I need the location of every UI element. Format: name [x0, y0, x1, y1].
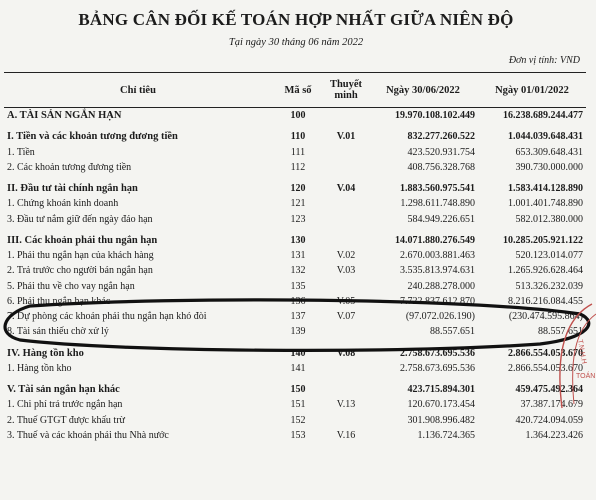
row-note [324, 196, 368, 211]
row-item-name: IV. Hàng tồn kho [7, 347, 84, 359]
row-item-name: 1. Phải thu ngắn hạn của khách hàng [7, 250, 154, 262]
row-code: 112 [290, 161, 306, 173]
row-value-period-end: 2.758.673.695.536 [400, 362, 475, 374]
row-value-period-end: 88.557.651 [430, 326, 475, 338]
row-item-name: 8. Tài sản thiếu chờ xử lý [7, 326, 109, 338]
row-note [324, 382, 368, 397]
row-note [324, 361, 368, 376]
row-value-period-start: 582.012.380.000 [515, 213, 583, 225]
stamp-line-2: TOÁN [576, 373, 596, 380]
row-value-period-end: 1.298.611.748.890 [400, 198, 475, 210]
section-row [4, 233, 586, 248]
table-header-row [4, 73, 586, 108]
row-note: V.16 [336, 429, 356, 441]
row-value-period-start: 37.387.174.679 [520, 399, 583, 411]
row-code: 123 [290, 213, 306, 225]
row-value-period-end: 1.883.560.975.541 [400, 183, 475, 195]
row-item-name: A. TÀI SẢN NGẮN HẠN [7, 110, 122, 122]
row-code: 140 [290, 347, 306, 359]
row-value-period-start: 2.866.554.053.670 [508, 362, 583, 374]
header-note-line2: minh [334, 90, 358, 101]
row-value-period-end: 2.758.673.695.536 [400, 347, 475, 359]
row-item-name: 1. Tiền [7, 146, 35, 158]
row-code: 141 [290, 362, 306, 374]
row-note [324, 108, 368, 124]
row-item-name: 1. Hàng tồn kho [7, 362, 72, 374]
row-code: 139 [290, 326, 306, 338]
row-value-period-end: (97.072.026.190) [405, 311, 475, 323]
row-value-period-start: 1.583.414.128.890 [508, 183, 583, 195]
row-value-period-end: 423.715.894.301 [407, 384, 475, 396]
table-row [4, 196, 586, 211]
row-value-period-start: 390.730.000.000 [515, 161, 583, 173]
row-code: 132 [290, 265, 306, 277]
header-period-start: Ngày 01/01/2022 [478, 73, 586, 108]
row-value-period-end: 19.970.108.102.449 [395, 110, 475, 122]
row-code: 131 [290, 250, 306, 262]
row-item-name: 5. Phải thu về cho vay ngắn hạn [7, 280, 135, 292]
row-note: V.03 [336, 265, 356, 277]
row-code: 151 [290, 399, 306, 411]
table-row [4, 309, 586, 324]
row-note: V.13 [336, 399, 356, 411]
row-value-period-end: 3.535.813.974.631 [400, 265, 475, 277]
row-item-name: 2. Trả trước cho người bán ngắn hạn [7, 265, 153, 277]
row-value-period-end: 2.670.003.881.463 [400, 250, 475, 262]
currency-unit: Đơn vị tính: VND [508, 55, 580, 66]
table-row [4, 160, 586, 175]
header-note [324, 73, 368, 108]
table-row [4, 263, 586, 278]
row-item-name: 2. Các khoản tương đương tiền [7, 161, 132, 173]
section-row [4, 108, 586, 124]
row-item-name: III. Các khoản phải thu ngắn hạn [7, 234, 158, 246]
row-note: V.08 [336, 347, 356, 359]
row-code: 130 [290, 234, 306, 246]
row-value-period-start: 653.309.648.431 [515, 146, 583, 158]
row-item-name: 1. Chứng khoán kinh doanh [7, 198, 119, 210]
row-value-period-start: 16.238.689.244.477 [503, 110, 583, 122]
row-value-period-start: 1.265.926.628.464 [508, 265, 583, 277]
row-note: V.04 [336, 183, 356, 195]
row-code: 120 [290, 183, 306, 195]
row-value-period-end: 423.520.931.754 [407, 146, 475, 158]
document-title: BẢNG CÂN ĐỐI KẾ TOÁN HỢP NHẤT GIỮA NIÊN ĐỘ [78, 10, 514, 29]
row-code: 110 [290, 131, 306, 143]
table-row [4, 248, 586, 263]
row-value-period-start: (230.474.595.864) [508, 311, 583, 323]
section-row [4, 382, 586, 397]
row-value-period-end: 832.277.260.522 [407, 131, 475, 143]
row-value-period-start: 10.285.205.921.122 [503, 234, 583, 246]
section-row [4, 346, 586, 361]
row-code: 136 [290, 295, 306, 307]
row-value-period-start: 520.123.014.077 [515, 250, 583, 262]
row-value-period-end: 1.136.724.365 [417, 429, 475, 441]
section-row [4, 129, 586, 144]
row-item-name: 2. Thuế GTGT được khấu trừ [7, 414, 125, 426]
row-value-period-end: 7.722.837.612.870 [400, 295, 475, 307]
header-item: Chỉ tiêu [4, 73, 272, 108]
table-row [4, 279, 586, 294]
table-row [4, 294, 586, 309]
row-item-name: 6. Phải thu ngắn hạn khác [7, 295, 111, 307]
row-item-name: I. Tiền và các khoản tương đương tiền [7, 131, 178, 143]
row-value-period-start: 420.724.094.059 [515, 414, 583, 426]
table-row [4, 324, 586, 339]
row-code: 137 [290, 311, 306, 323]
row-code: 111 [290, 146, 306, 158]
row-value-period-end: 240.288.278.000 [407, 280, 475, 292]
row-note: V.01 [336, 131, 356, 143]
row-value-period-end: 120.670.173.454 [407, 399, 475, 411]
row-value-period-start: 88.557.651 [538, 326, 583, 338]
row-code: 135 [290, 280, 306, 292]
row-note [324, 324, 368, 339]
row-value-period-start: 8.216.216.084.455 [508, 295, 583, 307]
row-note: V.07 [336, 311, 356, 323]
table-row [4, 145, 586, 160]
row-code: 100 [290, 110, 306, 122]
row-note [324, 212, 368, 227]
balance-sheet-table [4, 72, 586, 443]
row-value-period-start: 1.001.401.748.890 [508, 198, 583, 210]
header-period-end: Ngày 30/06/2022 [368, 73, 478, 108]
row-item-name: V. Tài sản ngắn hạn khác [7, 384, 120, 396]
row-value-period-end: 14.071.880.276.549 [395, 234, 475, 246]
header-code: Mã số [272, 73, 324, 108]
row-code: 121 [290, 198, 306, 210]
table-row [4, 413, 586, 428]
table-row [4, 428, 586, 443]
row-value-period-start: 513.326.232.039 [515, 280, 583, 292]
row-value-period-start: 2.866.554.053.670 [508, 347, 583, 359]
row-value-period-end: 584.949.226.651 [407, 213, 475, 225]
row-item-name: 7. Dự phòng các khoản phải thu ngắn hạn khó đòi [7, 311, 207, 323]
section-row [4, 181, 586, 196]
document-date: Tại ngày 30 tháng 06 năm 2022 [228, 37, 364, 48]
table-row [4, 397, 586, 412]
row-note [324, 160, 368, 175]
row-note: V.02 [336, 250, 356, 262]
stamp-line-1: T.N.H.H [576, 339, 588, 365]
row-item-name: II. Đầu tư tài chính ngắn hạn [7, 183, 138, 195]
row-code: 153 [290, 429, 306, 441]
table-body [4, 108, 586, 444]
row-note [324, 279, 368, 294]
row-note [324, 413, 368, 428]
row-value-period-start: 1.364.223.426 [525, 429, 583, 441]
table-row [4, 361, 586, 376]
row-value-period-end: 408.756.328.768 [407, 161, 475, 173]
row-note [324, 145, 368, 160]
row-note [324, 233, 368, 248]
row-item-name: 3. Thuế và các khoản phải thu Nhà nước [7, 429, 169, 441]
row-note: V.05 [336, 295, 356, 307]
row-value-period-start: 459.475.492.364 [515, 384, 583, 396]
table-row [4, 212, 586, 227]
row-item-name: 3. Đầu tư nắm giữ đến ngày đáo hạn [7, 213, 153, 225]
row-value-period-end: 301.908.996.482 [407, 414, 475, 426]
header-note-line1: Thuyết [329, 79, 363, 90]
row-code: 152 [290, 414, 306, 426]
row-value-period-start: 1.044.039.648.431 [508, 131, 583, 143]
row-code: 150 [290, 384, 306, 396]
row-item-name: 1. Chi phí trả trước ngắn hạn [7, 399, 123, 411]
